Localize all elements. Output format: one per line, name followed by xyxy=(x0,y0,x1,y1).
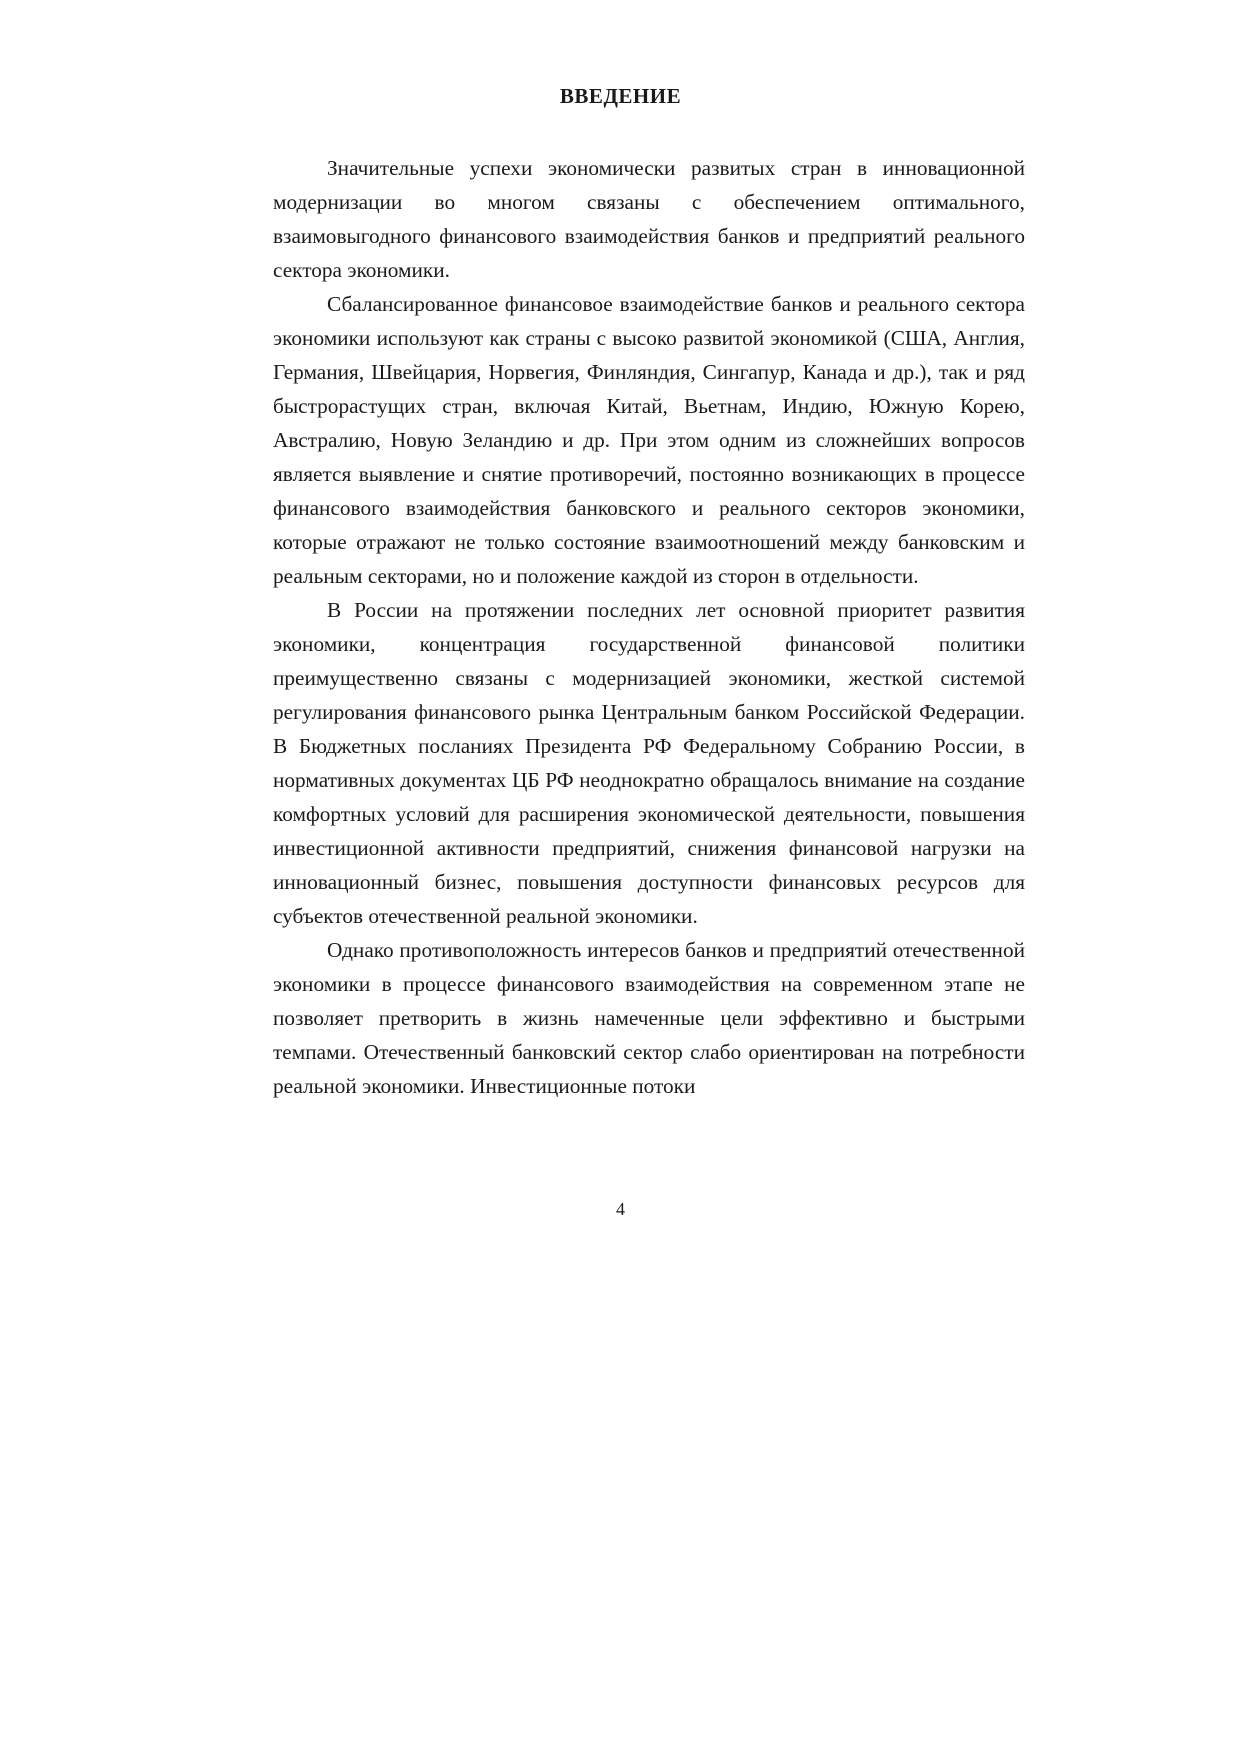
page-title: ВВЕДЕНИЕ xyxy=(559,84,682,108)
document-body xyxy=(273,151,1025,1103)
paragraph-3: В России на протяжении последних лет основной приоритет развития экономики, концентрация государственной финансовой политики преимущественно связаны с модернизацией экономики, жесткой системой регулирования финансового рынка Центральным банком Российской Федерации. В Бюджетных посланиях Президента РФ Федеральному Собранию России, в нормативных документах ЦБ РФ неоднократно обращалось внимание на создание комфортных условий для расширения экономической деятельности, повышения инвестиционной активности предприятий, снижения финансовой нагрузки на инновационный бизнес, повышения доступности финансовых ресурсов для субъектов отечественной реальной экономики. xyxy=(273,598,1025,928)
paragraph-4: Однако противоположность интересов банков и предприятий отечественной экономики в процессе финансового взаимодействия на современном этапе не позволяет претворить в жизнь намеченные цели эффективно и быстрыми темпами. Отечественный банковский сектор слабо ориентирован на потребности реальной экономики. Инвестиционные потоки xyxy=(273,938,1025,1098)
page-number: 4 xyxy=(616,1199,625,1219)
paragraph-1: Значительные успехи экономически развитых стран в инновационной модернизации во многом связаны с обеспечением оптимального, взаимовыгодного финансового взаимодействия банков и предприятий реального сектора экономики. xyxy=(273,156,1025,282)
paragraph-2: Сбалансированное финансовое взаимодействие банков и реального сектора экономики используют как страны с высоко развитой экономикой (США, Англия, Германия, Швейцария, Норвегия, Финляндия, Сингапур, Канада и др.), так и ряд быстрорастущих стран, включая Китай, Вьетнам, Индию, Южную Корею, Австралию, Новую Зеландию и др. При этом одним из сложнейших вопросов является выявление и снятие противоречий, постоянно возникающих в процессе финансового взаимодействия банковского и реального секторов экономики, которые отражают не только состояние взаимоотношений между банковским и реальным секторами, но и положение каждой из сторон в отдельности. xyxy=(273,292,1025,588)
